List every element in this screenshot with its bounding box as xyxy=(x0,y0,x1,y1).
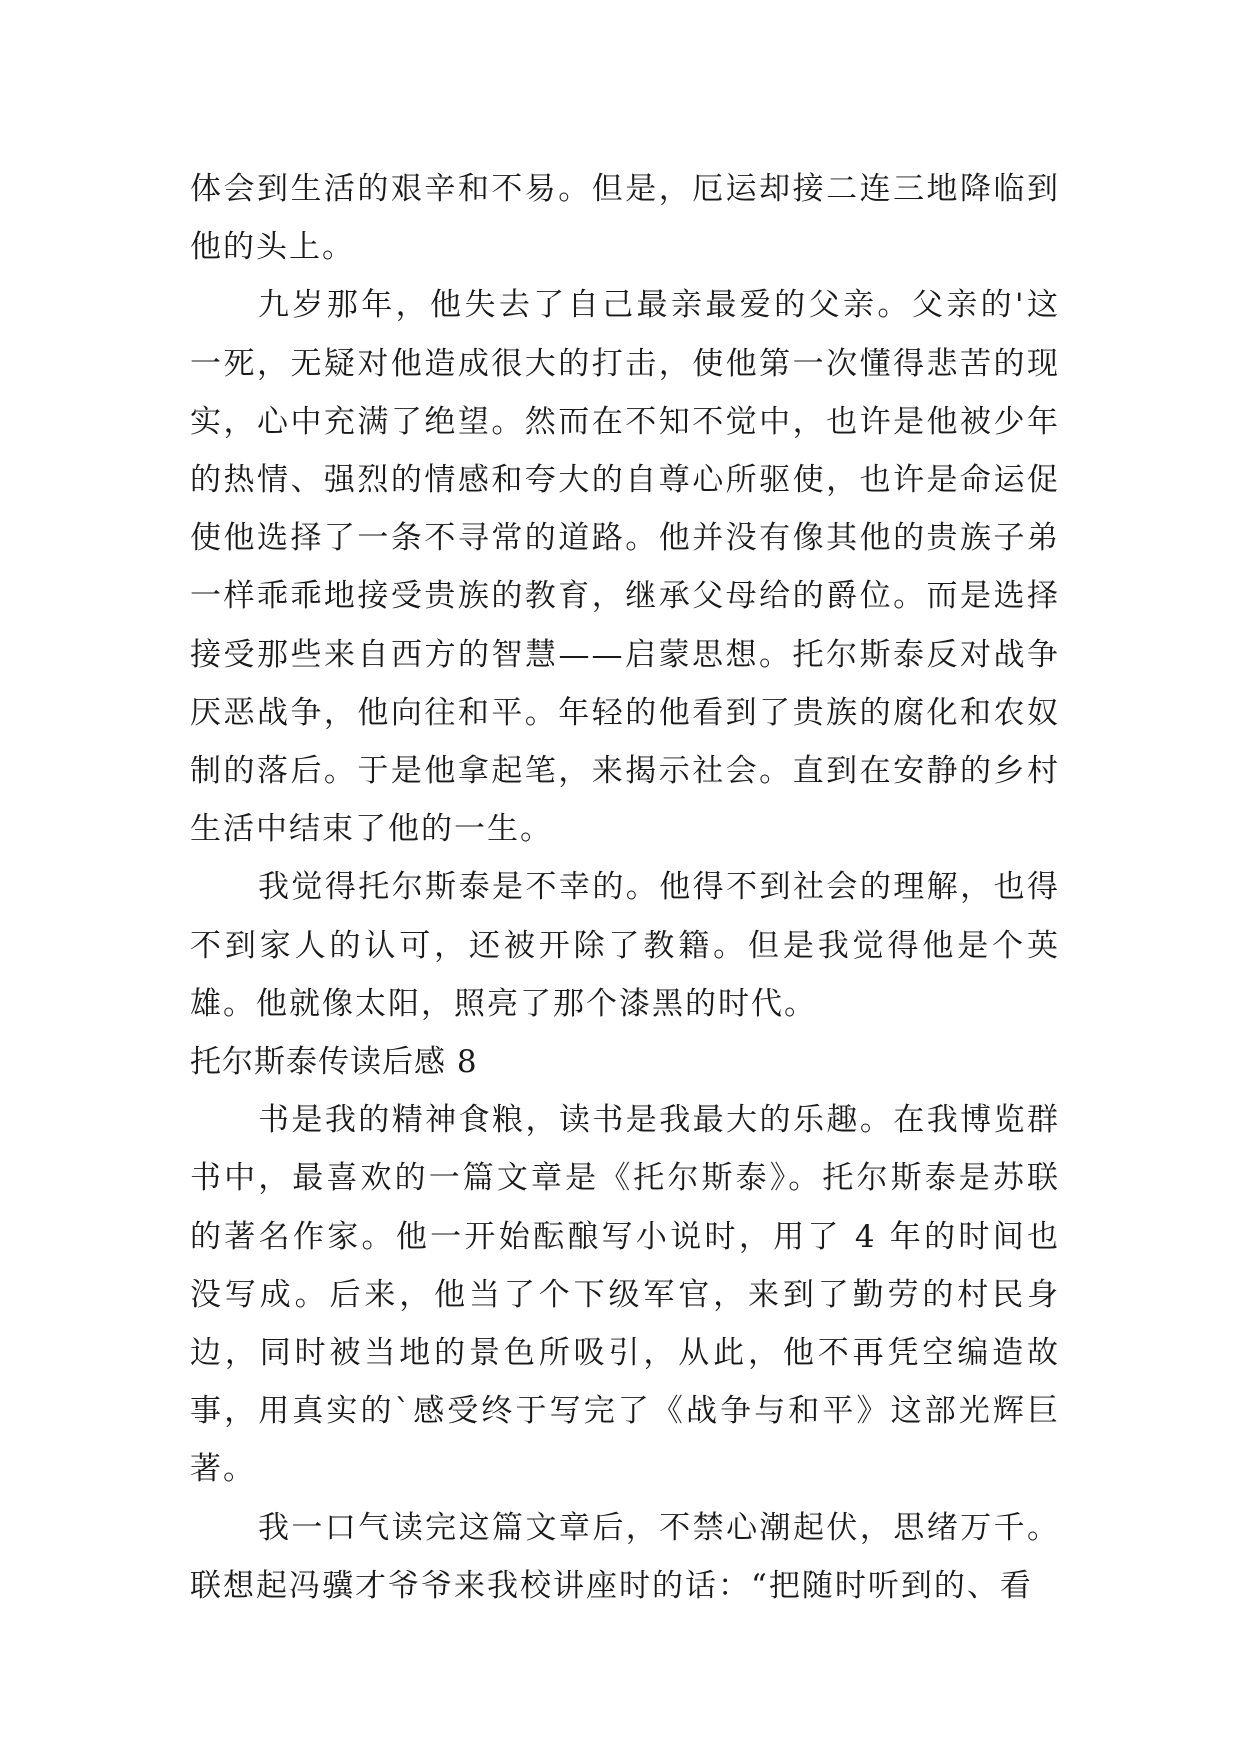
document-body xyxy=(190,160,1060,1615)
paragraph-reflection: 我一口气读完这篇文章后，不禁心潮起伏，思绪万千。联想起冯骥才爷爷来我校讲座时的话：“把随时听到的、看 xyxy=(190,1509,1060,1604)
section-title: 托尔斯泰传读后感 8 xyxy=(190,1044,478,1081)
paragraph-reading-interest: 书是我的精神食粮，读书是我最大的乐趣。在我博览群书中，最喜欢的一篇文章是《托尔斯泰》。托尔斯泰是苏联的著名作家。他一开始酝酿写小说时，用了 4 年的时间也没写成。后来，他当了个下级军官，来到了勤劳的村民身边，同时被当地的景色所吸引，从此，他不再凭空编造故事，用真实的`感受终于写完了《战争与和平》这部光辉巨著。 xyxy=(190,1102,1060,1488)
paragraph-continuation: 体会到生活的艰辛和不易。但是，厄运却接二连三地降临到他的头上。 xyxy=(190,171,1060,266)
paragraph-hero-opinion: 我觉得托尔斯泰是不幸的。他得不到社会的理解，也得不到家人的认可，还被开除了教籍。但是我觉得他是个英雄。他就像太阳，照亮了那个漆黑的时代。 xyxy=(190,869,1060,1022)
paragraph-father-death: 九岁那年，他失去了自己最亲最爱的父亲。父亲的'这一死，无疑对他造成很大的打击，使他第一次懂得悲苦的现实，心中充满了绝望。然而在不知不觉中，也许是他被少年的热情、强烈的情感和夸大的自尊心所驱使，也许是命运促使他选择了一条不寻常的道路。他并没有像其他的贵族子弟一样乖乖地接受贵族的教育，继承父母给的爵位。而是选择接受那些来自西方的智慧——启蒙思想。托尔斯泰反对战争厌恶战争，他向往和平。年轻的他看到了贵族的腐化和农奴制的落后。于是他拿起笔，来揭示社会。直到在安静的乡村生活中结束了他的一生。 xyxy=(190,287,1060,848)
